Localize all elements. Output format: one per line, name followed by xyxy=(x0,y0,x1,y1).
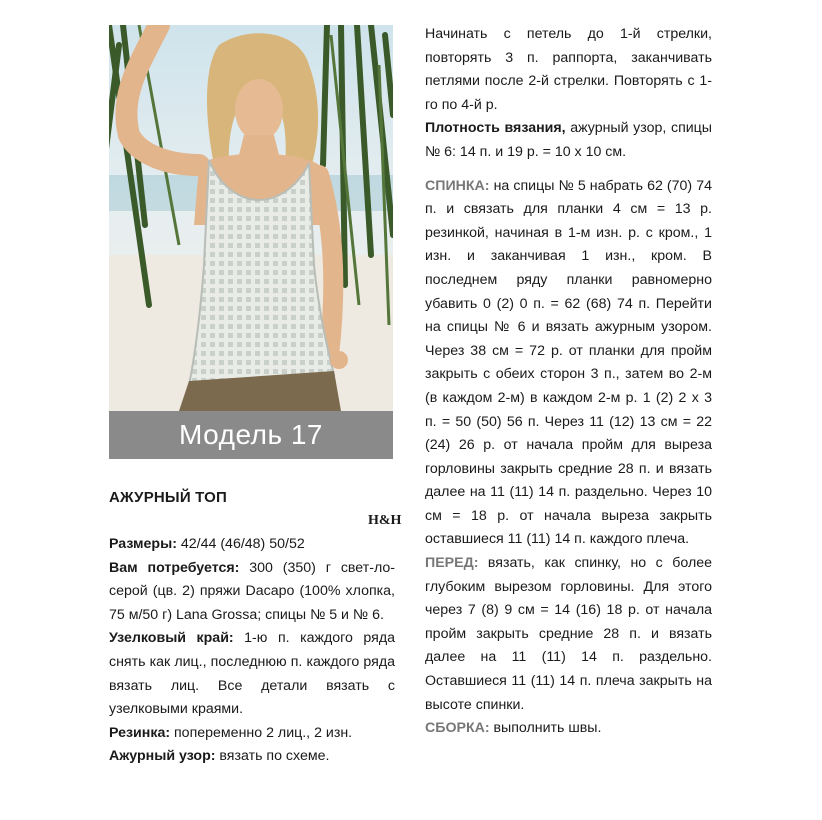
lace-text: вязать по схеме. xyxy=(215,748,330,765)
density-paragraph xyxy=(425,117,712,164)
density-label: Плотность вязания, xyxy=(425,120,566,137)
sizes-paragraph xyxy=(109,533,395,557)
lace-paragraph xyxy=(109,745,395,769)
edge-paragraph xyxy=(109,627,395,721)
front-paragraph xyxy=(425,552,712,717)
model-caption: Модель 17 xyxy=(179,419,323,450)
front-text: вязать, как спинку, но с более глубоким вырезом горловины. Для этого через 7 (8) 9 см = 14 (16) 18 р. от начала пройм закрыть средние 28 п. и вязать далее на 11 (11) 14 п. раздельно. Оставшиеся 11 (11) 14 п. плеча закрыть на высоте спинки. xyxy=(425,555,712,713)
right-text-column xyxy=(425,23,712,741)
edge-label: Узелковый край: xyxy=(109,630,234,647)
brand-mark: H&H xyxy=(368,513,402,528)
lace-label: Ажурный узор: xyxy=(109,748,216,765)
back-paragraph xyxy=(425,175,712,553)
assembly-text: выполнить швы. xyxy=(489,720,602,737)
materials-paragraph xyxy=(109,557,395,628)
rib-paragraph xyxy=(109,722,395,746)
model-photo xyxy=(109,25,393,411)
assembly-paragraph xyxy=(425,717,712,741)
model-caption-bar xyxy=(109,411,393,459)
article-title: АЖУРНЫЙ ТОП xyxy=(109,489,228,506)
assembly-label: СБОРКА: xyxy=(425,720,490,737)
materials-text: 300 (350) г свет-ло-серой (цв. 2) пряжи Dacapo (100% хлопка, 75 м/50 г) Lana Grossa; спицы № 5 и № 6. xyxy=(109,559,395,623)
sizes-text: 42/44 (46/48) 50/52 xyxy=(176,536,305,552)
sizes-label: Размеры: xyxy=(109,536,177,552)
rib-label: Резинка: xyxy=(109,724,171,741)
materials-label: Вам потребуется: xyxy=(109,559,240,576)
front-label: ПЕРЕД: xyxy=(425,555,479,572)
rib-text: попеременно 2 лиц., 2 изн. xyxy=(170,724,353,741)
back-label: СПИНКА: xyxy=(425,177,490,194)
edge-text: 1-ю п. каждого ряда снять как лиц., последнюю п. каждого ряда вязать лиц. Все детали вязать с узелковыми краями. xyxy=(109,630,395,718)
intro-paragraph: Начинать с петель до 1-й стрелки, повторять 3 п. раппорта, заканчивать петлями после 2-й стрелки. Повторять с 1-го по 4-й р. xyxy=(425,26,712,113)
density-text: ажурный узор, спицы № 6: 14 п. и 19 р. = 10 х 10 см. xyxy=(425,120,712,160)
back-text: на спицы № 5 набрать 62 (70) 74 п. и связать для планки 4 см = 13 р. резинкой, начиная в 1-м изн. р. с кром., 1 изн. и заканчивая 1 изн., кром. В последнем ряду планки равномерно убавить 0 (2) 0 п. = 62 (68) 74 п. Перейти на спицы № 6 и вязать ажурным узором. Через 38 см = 72 р. от планки для пройм закрыть с обеих сторон 3 п., затем во 2-м (в каждом 2-м) в каждом 2-м р. 1 (2) 2 х 3 п. = 50 (50) 56 п. Через 11 (12) 13 см = 22 (24) 26 р. от начала пройм для выреза горловины закрыть средние 28 п. и вязать далее на 11 (11) 14 п. раздельно. Через 10 см = 18 р. от начала выреза закрыть оставшиеся 11 (11) 14 п. каждого плеча. xyxy=(425,177,712,548)
left-text-column xyxy=(109,533,395,769)
